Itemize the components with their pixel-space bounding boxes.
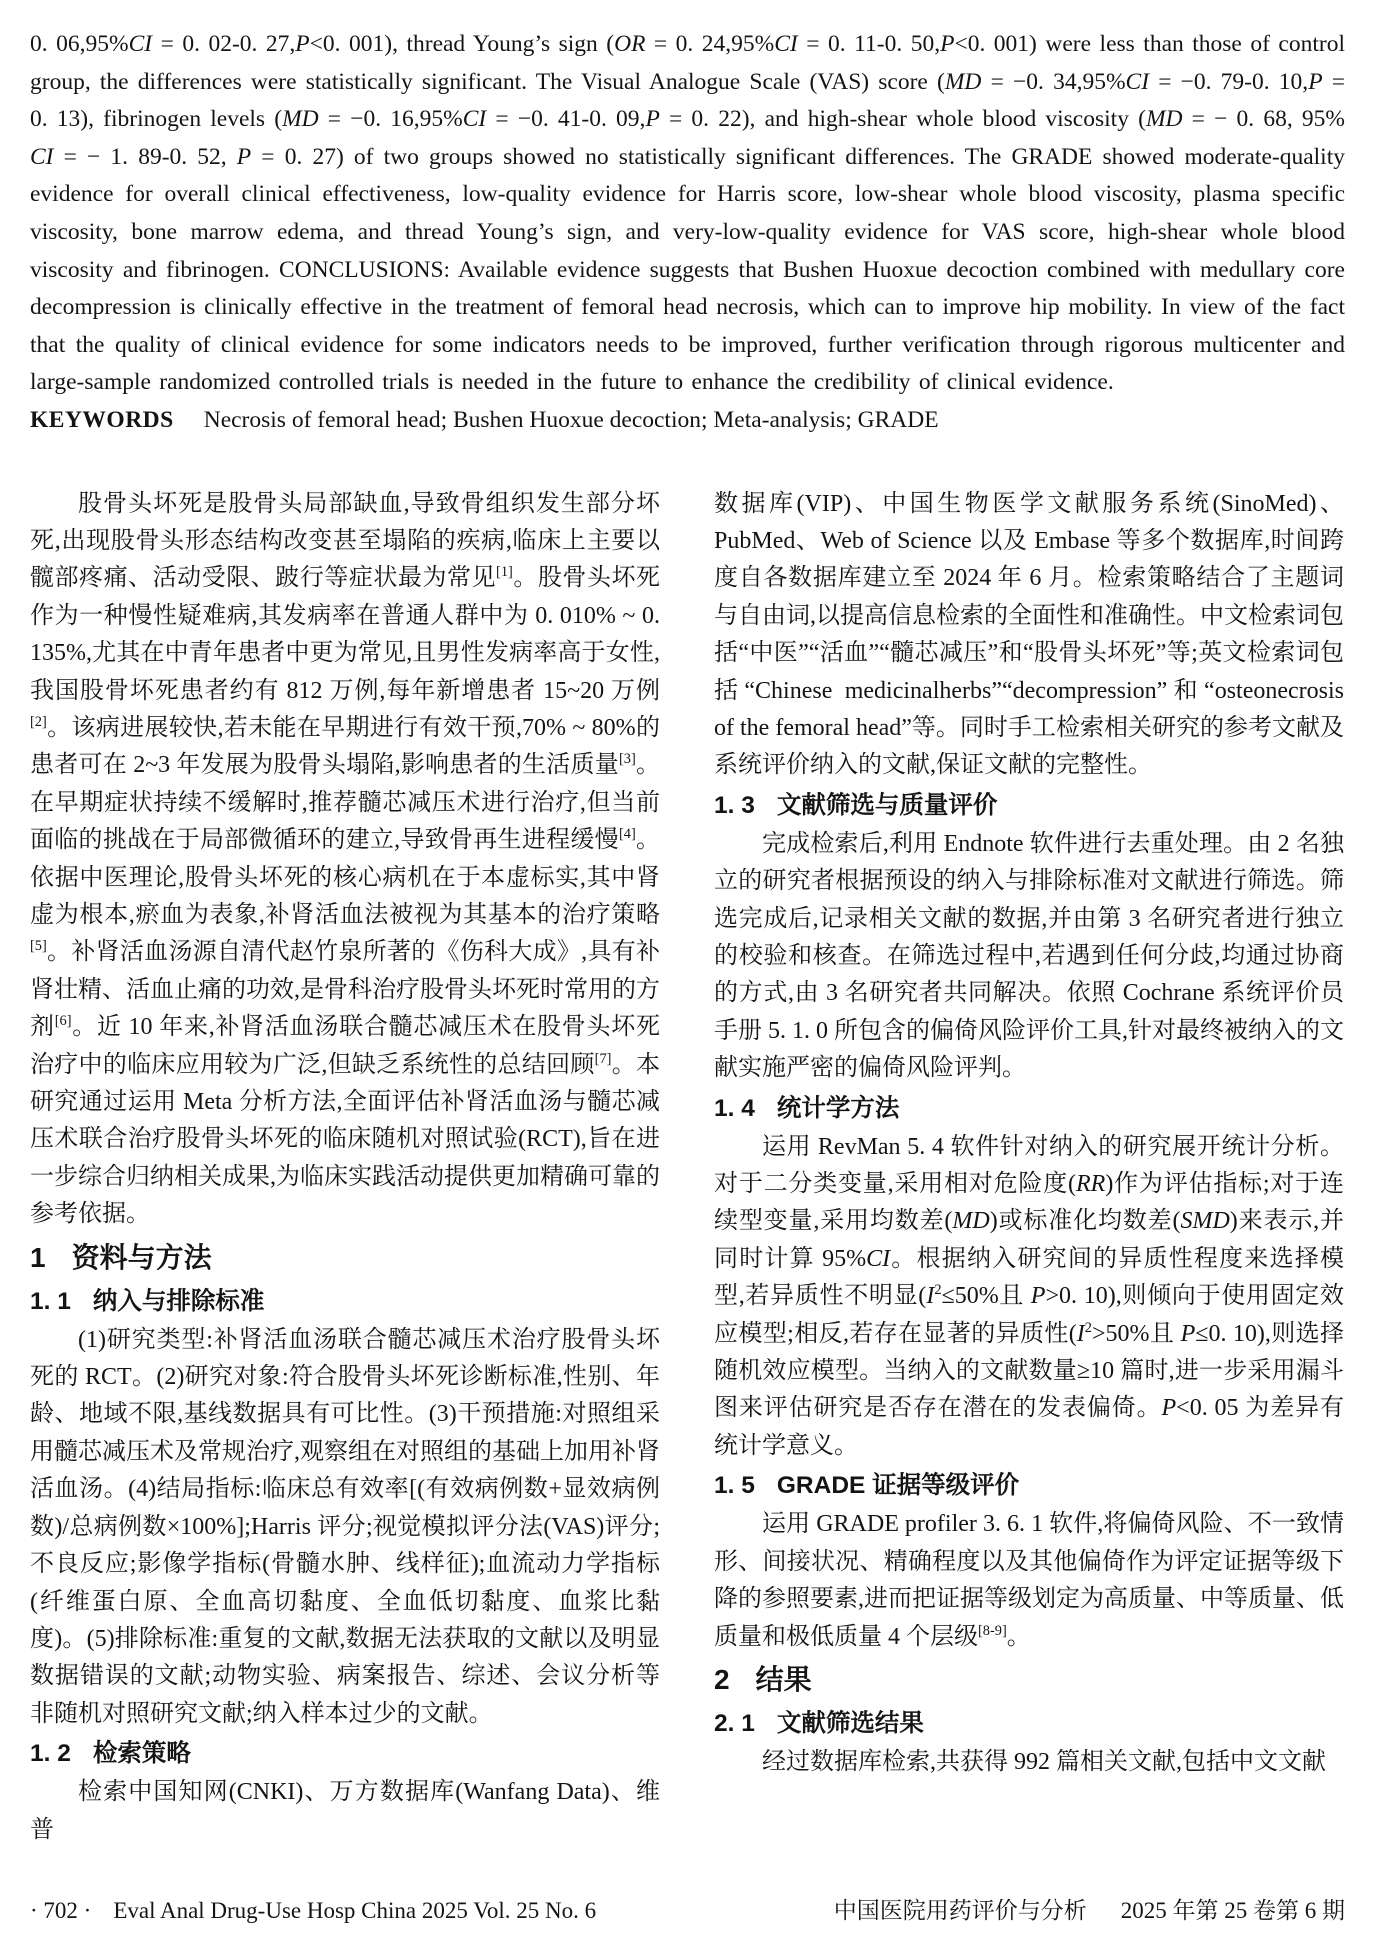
results-paragraph: 经过数据库检索,共获得 992 篇相关文献,包括中文文献 (762, 1748, 1326, 1775)
subsection-heading-results-screening (714, 1703, 1344, 1744)
keywords-line (30, 402, 1345, 440)
page-footer (30, 1896, 1345, 1926)
keywords-label: KEYWORDS (30, 406, 174, 433)
subsection-title: 文献筛选与质量评价 (776, 791, 998, 819)
keywords-text: Necrosis of femoral head; Bushen Huoxue decoction; Meta-analysis; GRADE (203, 406, 939, 433)
subsection-title: 检索策略 (92, 1740, 191, 1768)
english-abstract-paragraph: 0. 06,95%CI = 0. 02-0. 27,P<0. 001), thread Young’s sign (OR = 0. 24,95%CI = 0. 11-0. 50,P<0. 001) were less than those of control group, the differences were statistically significant. The Visual Analogue Scale (VAS) score (MD = −0. 34,95%CI = −0. 79-0. 10,P = 0. 13), fibrinogen levels (MD = −0. 16,95%CI = −0. 41-0. 09,P = 0. 22), and high-shear whole blood viscosity (MD = − 0. 68, 95% CI = − 1. 89-0. 52, P = 0. 27) of two groups showed no statistically significant differences. The GRADE showed moderate-quality evidence for overall clinical effectiveness, low-quality evidence for Harris score, low-shear whole blood viscosity, plasma specific viscosity, bone marrow edema, and thread Young’s sign, and very-low-quality evidence for VAS score, high-shear whole blood viscosity and fibrinogen. CONCLUSIONS: Available evidence suggests that Bushen Huoxue decoction combined with medullary core decompression is clinically effective in the treatment of femoral head necrosis, which can to improve hip mobility. In view of the fact that the quality of clinical evidence for some indicators needs to be improved, further verification through rigorous multicenter and large-sample randomized controlled trials is needed in the future to enhance the credibility of clinical evidence. (30, 31, 1345, 396)
screening-paragraph: 完成检索后,利用 Endnote 软件进行去重处理。由 2 名独立的研究者根据预设的纳入与排除标准对文献进行筛选。筛选完成后,记录相关文献的数据,并由第 3 名研究者进行独立的校验和核查。在筛选过程中,若遇到任何分歧,均通过协商的方式,由 3 名研究者共同解决。依照 Cochrane 系统评价员手册 5. 1. 0 所包含的偏倚风险评价工具,针对最终被纳入的文献实施严密的偏倚风险评判。 (714, 830, 1344, 1082)
subsection-number: 2. 1 (714, 1709, 755, 1737)
grade-paragraph: 运用 GRADE profiler 3. 6. 1 软件,将偏倚风险、不一致情形、间接状况、精确程度以及其他偏倚作为评定证据等级下降的参照要素,进而把证据等级划定为高质量、中等质量、低质量和极低质量 4 个层级[8-9]。 (714, 1511, 1344, 1650)
criteria-paragraph: (1)研究类型:补肾活血汤联合髓芯减压术治疗股骨头坏死的 RCT。(2)研究对象:符合股骨头坏死诊断标准,性别、年龄、地域不限,基线数据具有可比性。(3)干预措施:对照组采用髓芯减压术及常规治疗,观察组在对照组的基础上加用补肾活血汤。(4)结局指标:临床总有效率[(有效病例数+显效病例数)/总病例数×100%];Harris 评分;视觉模拟评分法(VAS)评分;不良反应;影像学指标(骨髓水肿、线样征);血流动力学指标(纤维蛋白原、全血高切黏度、全血低切黏度、血浆比黏度)。(5)排除标准:重复的文献,数据无法获取的文献以及明显数据错误的文献;动物实验、病案报告、综述、会议分析等非随机对照研究文献;纳入样本过少的文献。 (30, 1326, 660, 1727)
section-heading-results (714, 1657, 1344, 1702)
subsection-number: 1. 4 (714, 1094, 755, 1122)
subsection-heading-screening (714, 785, 1344, 826)
subsection-title: GRADE 证据等级评价 (776, 1472, 1020, 1500)
left-column (30, 486, 660, 1849)
subsection-heading-statistics (714, 1088, 1344, 1129)
journal-name-chinese: 中国医院用药评价与分析 (833, 1898, 1087, 1923)
intro-paragraph: 股骨头坏死是股骨头局部缺血,导致骨组织发生部分坏死,出现股骨头形态结构改变甚至塌陷的疾病,临床上主要以髋部疼痛、活动受限、跛行等症状最为常见[1]。股骨头坏死作为一种慢性疑难病,其发病率在普通人群中为 0. 010% ~ 0. 135%,尤其在中青年患者中更为常见,且男性发病率高于女性,我国股骨坏死患者约有 812 万例,每年新增患者 15~20 万例[2]。该病进展较快,若未能在早期进行有效干预,70% ~ 80%的患者可在 2~3 年发展为股骨头塌陷,影响患者的生活质量[3]。在早期症状持续不缓解时,推荐髓芯减压术进行治疗,但当前面临的挑战在于局部微循环的建立,导致骨再生进程缓慢[4]。依据中医理论,股骨头坏死的核心病机在于本虚标实,其中肾虚为根本,瘀血为表象,补肾活血法被视为其基本的治疗策略[5]。补肾活血汤源自清代赵竹泉所著的《伤科大成》,具有补肾壮精、活血止痛的功效,是骨科治疗股骨头坏死时常用的方剂[6]。近 10 年来,补肾活血汤联合髓芯减压术在股骨头坏死治疗中的临床应用较为广泛,但缺乏系统性的总结回顾[7]。本研究通过运用 Meta 分析方法,全面评估补肾活血汤与髓芯减压术联合治疗股骨头坏死的临床随机对照试验(RCT),旨在进一步综合归纳相关成果,为临床实践活动提供更加精确可靠的参考依据。 (30, 490, 661, 1228)
subsection-number: 1. 3 (714, 791, 755, 819)
footer-left (30, 1896, 596, 1926)
two-column-body (30, 486, 1345, 1849)
subsection-heading-search (30, 1733, 660, 1774)
subsection-heading-criteria (30, 1281, 660, 1322)
section-number: 2 (714, 1663, 730, 1695)
search-strategy-paragraph: 检索中国知网(CNKI)、万方数据库(Wanfang Data)、维普 (30, 1779, 660, 1843)
subsection-title: 统计学方法 (776, 1094, 900, 1122)
section-title: 结果 (755, 1663, 812, 1695)
right-column (714, 486, 1344, 1849)
footer-right (834, 1896, 1345, 1926)
subsection-title: 文献筛选结果 (776, 1709, 924, 1737)
subsection-title: 纳入与排除标准 (92, 1287, 265, 1315)
subsection-number: 1. 5 (714, 1472, 755, 1500)
subsection-heading-grade (714, 1465, 1344, 1506)
page-number: · 702 · (30, 1898, 92, 1923)
statistics-paragraph: 运用 RevMan 5. 4 软件针对纳入的研究展开统计分析。对于二分类变量,采用相对危险度(RR)作为评估指标;对于连续型变量,采用均数差(MD)或标准化均数差(SMD)来表示,并同时计算 95%CI。根据纳入研究间的异质性程度来选择模型,若异质性不明显($I^2\le 50\%$且 P>0. 10),则倾向于使用固定效应模型;相反,若存在显著的异质性($I^2>50\%$且 P≤0. 10),则选择随机效应模型。当纳入的文献数量≥10 篇时,进一步采用漏斗图来评估研究是否存在潜在的发表偏倚。P<0. 05 为差异有统计学意义。 (714, 1133, 1345, 1459)
section-number: 1 (30, 1241, 46, 1273)
journal-name-english: Eval Anal Drug-Use Hosp China 2025 Vol. 25 No. 6 (113, 1898, 597, 1923)
subsection-number: 1. 1 (30, 1287, 71, 1315)
section-heading-methods (30, 1235, 660, 1280)
section-title: 资料与方法 (71, 1241, 212, 1273)
subsection-number: 1. 2 (30, 1740, 71, 1768)
search-strategy-continuation-paragraph: 数据库(VIP)、中国生物医学文献服务系统(SinoMed)、PubMed、Web of Science 以及 Embase 等多个数据库,时间跨度自各数据库建立至 2024 年 6 月。检索策略结合了主题词与自由词,以提高信息检索的全面性和准确性。中文检索词包括“中医”“活血”“髓芯减压”和“股骨头坏死”等;英文检索词包括“Chinese medicinalherbs”“decompression”和“osteonecrosis of the femoral head”等。同时手工检索相关研究的参考文献及系统评价纳入的文献,保证文献的完整性。 (714, 490, 1344, 779)
journal-issue: 2025 年第 25 卷第 6 期 (1120, 1898, 1345, 1923)
